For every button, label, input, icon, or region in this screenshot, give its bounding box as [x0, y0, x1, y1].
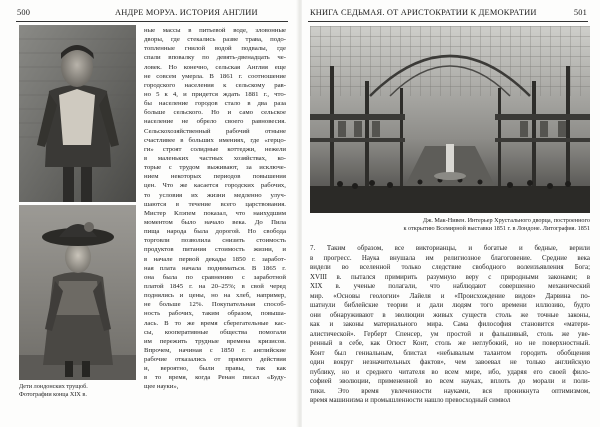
text-line: им пережить трудные времена кризисов. — [144, 337, 286, 345]
text-line: она была по сравнению с заработной — [144, 273, 286, 281]
text-line: сы, кооперативные общества помогали — [144, 328, 286, 336]
text-line: больше сельского. Но и само сельское — [144, 109, 286, 117]
text-line: софией эволюции, примененной во всем науках, вплоть до морали и поли- — [310, 377, 590, 385]
text-line: щее науки», — [144, 383, 179, 391]
right-running-head: КНИГА СЕДЬМАЯ. ОТ АРИСТОКРАТИИ К ДЕМОКРАТИИ — [310, 8, 537, 17]
text-line: Конт был гениальным, блистал «небывалым талантом городить обобщения — [310, 348, 590, 357]
text-line: население не обрело своего равновесия. — [144, 118, 286, 126]
right-body-text — [310, 244, 590, 406]
text-line: ность рабочих, таким образом, повыша- — [144, 310, 286, 318]
right-header-rule — [308, 21, 588, 22]
left-page — [0, 0, 298, 427]
text-line: продуктов питания стоимость жизни, и — [144, 246, 286, 254]
text-line: моментом было начало века. До Пила — [144, 218, 286, 226]
text-line: бы население городов стало в два раза — [144, 100, 286, 108]
text-line: XIX в. ученые полагали, что наблюдают совершенно механический — [310, 282, 590, 290]
text-line: Мистер Клэпем показал, что наихудшим — [144, 209, 286, 217]
text-line: дворы, где стекались разве трава, подо- — [144, 36, 286, 44]
text-line: 7. Таким образом, все викторианцы, и богатые и бедные, верили — [310, 244, 590, 252]
text-line: шаются в течение всего царствования. — [144, 200, 286, 208]
right-page — [302, 0, 600, 427]
text-line: ги» строят солидные коттеджи, нежели — [144, 145, 286, 153]
text-line: но 5 к 4, и придется ждать 1881 г., что- — [144, 90, 286, 98]
text-line: XVIII в. пытался примирить разумную веру с природными законами; в — [310, 272, 590, 281]
text-line: в маленьких частных хозяйствах, ко- — [144, 154, 286, 162]
text-line: они обнаруживают в эволюции живых существ столь же точные законы, — [310, 310, 590, 319]
text-line: и, вероятно, были правы, так как — [144, 365, 286, 373]
text-line: в начале первой декады 1850 г. заработ- — [144, 255, 286, 263]
text-line: ная плата начала подниматься. В 1865 г. — [144, 264, 286, 272]
text-line: алистической». Герберт Спенсер, ум простой и фальшивый, столь же уве- — [310, 329, 590, 338]
right-caption-line: к открытию Всемирной выставки 1851 г. в Лондоне. Литография. 1851 — [403, 225, 590, 232]
text-line: один вокруг незначительных фактов», чем завоевал не только английскую — [310, 358, 590, 366]
text-line: нием некоторых периодов повышения — [144, 173, 286, 181]
text-line: рабочие отказались от прямого действия — [144, 356, 286, 364]
text-line: ренный в себе, как Огюст Конт, столь же неглубокий, но не поверхностный. — [310, 339, 590, 347]
text-line: торые с трудом выживают, за исключе- — [144, 164, 286, 172]
photo-slum-girl-image — [19, 205, 136, 380]
text-line: топленные гнилой водой подвалы, где — [144, 45, 286, 53]
text-line: лась. В то же время сберегательные кас- — [144, 319, 286, 327]
text-line: публику, но и среднего читателя во всем мире, ибо, ударяя его своей фило- — [310, 367, 590, 376]
left-header-rule — [16, 21, 288, 22]
text-line: в то время, когда Ренан писал «Буду- — [144, 374, 286, 382]
text-line: поднялись и цены, но на хлеб, например, — [144, 292, 286, 300]
text-line: в прогресс. Наука внушала им религиозное благоговение. Средние века — [310, 253, 590, 262]
text-line: не совсем умерла. В 1861 г. соотношение — [144, 72, 286, 80]
text-line: шатнули библейские теории и дали людям того времени иллюзию, будто — [310, 301, 590, 309]
text-line: мир. «Основы геологии» Лайеля и «Происхождение видов» Дарвина по- — [310, 291, 590, 300]
crystal-palace-image — [310, 26, 590, 213]
text-line: видели во вселенной только следствие свободного волеизъявления Бога; — [310, 263, 590, 271]
photo-slum-boy — [19, 25, 136, 202]
text-line: как и законы материального мира. Сама философия становится «матери- — [310, 320, 590, 328]
text-line: платой 1845 г. на 20–25%; в свой черед — [144, 282, 286, 290]
left-page-number: 500 — [17, 8, 31, 17]
text-line: пища народа была дорогой. Но свобода — [144, 228, 286, 236]
crystal-palace-lithograph — [310, 26, 590, 213]
right-image-caption — [364, 217, 590, 233]
left-running-head: АНДРЕ МОРУА. ИСТОРИЯ АНГЛИИ — [115, 8, 258, 17]
right-page-number: 501 — [573, 8, 587, 17]
photo-slum-boy-image — [19, 25, 136, 202]
text-line: ные массы в питьевой воде, зловонные — [144, 27, 286, 34]
right-caption-line: Дж. Мак-Нивен. Интерьер Хрустального дворца, построенного — [422, 217, 590, 224]
photo-slum-girl — [19, 205, 136, 380]
text-line: не больше 12%. Покупательная способ- — [144, 301, 286, 309]
text-line: городского населения к сельскому рав- — [144, 81, 286, 89]
left-photo-caption — [19, 383, 139, 399]
text-line: Впрочем, начиная с 1850 г. английские — [144, 346, 286, 354]
text-line: счастливее в больших имениях, где «герцо- — [144, 136, 286, 144]
text-line: ловек. Но конечно, сельская Англия еще — [144, 63, 286, 71]
text-line: тики. Это время увлеченности науками, вся проникнута оптимизмом, — [310, 386, 590, 395]
left-body-text — [144, 26, 286, 392]
text-line: цен. Что же касается городских рабочих, — [144, 182, 286, 190]
left-caption-line: Фотографии конца XIX в. — [19, 391, 87, 398]
left-caption-line: Дети лондонских трущоб. — [19, 383, 88, 390]
text-line: то условия их жизни медленно улуч- — [144, 191, 286, 199]
text-line: время машинизма и промышленности нашло превосходный символ — [310, 396, 511, 404]
text-line: спали вповалку по девять-двенадцать че- — [144, 54, 286, 62]
text-line: Сельскохозяйственный рабочий отныне — [144, 127, 286, 135]
text-line: торговли позволила снизить стоимость — [144, 237, 286, 245]
